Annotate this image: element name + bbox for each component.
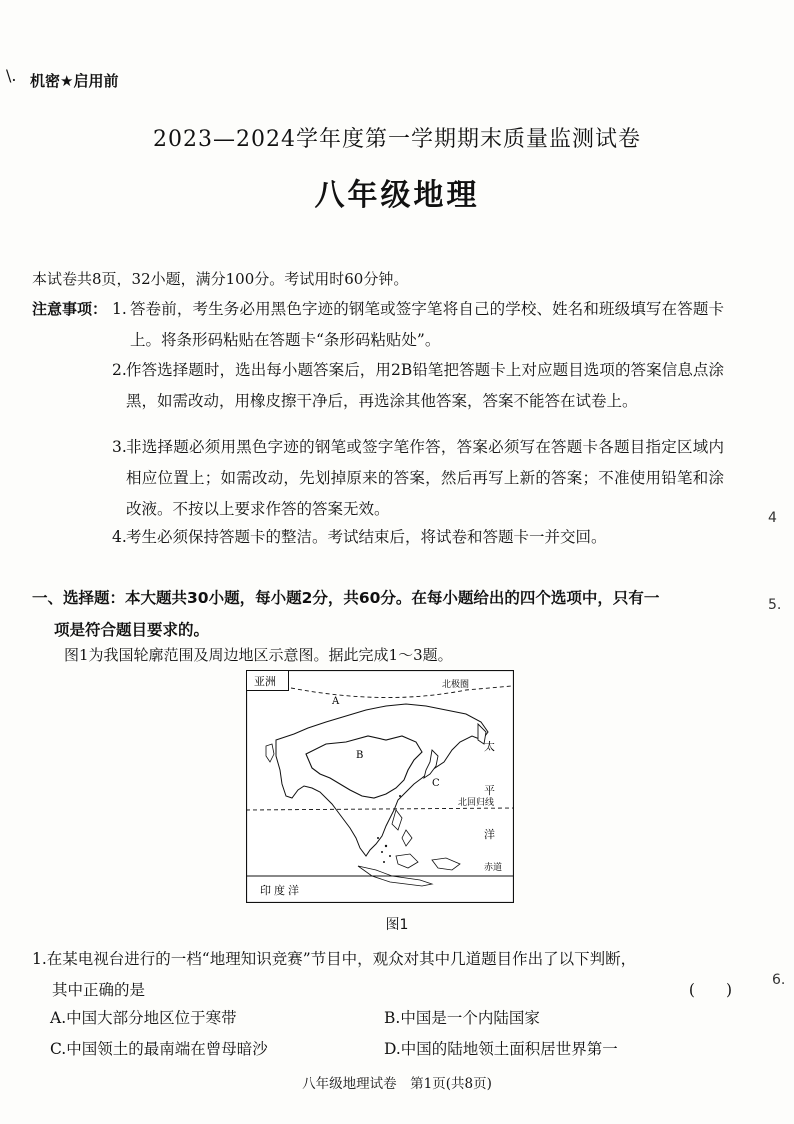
map-title: 亚洲	[254, 675, 276, 688]
question-1	[32, 944, 732, 1006]
page-footer: 八年级地理试卷 第1页(共8页)	[302, 1076, 492, 1092]
pacific-ocean-label-2: 平	[484, 784, 495, 797]
notes-label: 注意事项：	[32, 300, 108, 318]
option-a: A.中国大部分地区位于寒带	[50, 1009, 237, 1027]
question-1-stem-line2	[32, 975, 732, 1006]
confidential-label: 机密★启用前	[30, 72, 119, 90]
question-1-stem-line1: 1.在某电视台进行的一档“地理知识竞赛”节目中，观众对其中几道题目作出了以下判断，	[32, 950, 637, 968]
pacific-ocean-label-1: 太	[484, 740, 495, 753]
note-text: 作答选择题时，选出每小题答案后，用2B铅笔把答题卡上对应题目选项的答案信息点涂黑，如需改动，用橡皮擦干净后，再选涂其他答案，答案不能答在试卷上。	[126, 361, 724, 410]
point-b-label: B	[356, 750, 364, 761]
indian-ocean-label: 印度洋	[260, 884, 302, 897]
pacific-ocean-label-3: 洋	[484, 828, 495, 841]
equator-label: 赤道	[484, 863, 503, 873]
question-1-stem-text: 其中正确的是	[52, 981, 146, 999]
exam-meta: 本试卷共8页，32小题，满分100分。考试用时60分钟。	[32, 270, 409, 288]
note-text: 考生必须保持答题卡的整洁。考试结束后，将试卷和答题卡一并交回。	[126, 528, 607, 546]
margin-mark: 4	[768, 510, 777, 526]
note-text: 非选择题必须用黑色字迹的钢笔或签字笔作答，答案必须写在答题卡各题目指定区域内相应位置上；如需改动，先划掉原来的答案，然后再写上新的答案；不准使用铅笔和涂改液。不按以上要求作答的答案无效。	[126, 438, 724, 518]
answer-parenthesis: ( )	[688, 981, 732, 999]
exam-title: 2023—2024学年度第一学期期末质量监测试卷	[153, 127, 641, 152]
note-number: 2.	[112, 361, 127, 379]
figure-intro: 图1为我国轮廓范围及周边地区示意图。据此完成1～3题。	[64, 646, 453, 664]
margin-mark: 6.	[772, 972, 786, 988]
note-item	[112, 294, 724, 356]
subject-title: 八年级地理	[314, 178, 480, 213]
note-item	[112, 355, 724, 417]
tropic-of-cancer-label: 北回归线	[458, 798, 495, 808]
section-heading-line2: 项是符合题目要求的。	[54, 621, 210, 639]
asia-map-figure	[246, 670, 514, 903]
point-a-label: A	[332, 696, 340, 707]
arctic-circle-label: 北极圈	[442, 680, 470, 690]
note-text: 答卷前，考生务必用黑色字迹的钢笔或签字笔将自己的学校、姓名和班级填写在答题卡上。将条形码粘贴在答题卡“条形码粘贴处”。	[130, 300, 724, 349]
note-number: 4.	[112, 528, 127, 546]
option-b: B.中国是一个内陆国家	[384, 1009, 540, 1027]
scan-mark: \.	[6, 66, 17, 85]
option-d: D.中国的陆地领土面积居世界第一	[384, 1040, 618, 1058]
section-heading-line1: 一、选择题：本大题共30小题，每小题2分，共60分。在每小题给出的四个选项中，只有一	[32, 589, 660, 607]
note-number: 3.	[112, 438, 127, 456]
point-c-label: C	[432, 778, 440, 789]
figure-caption: 图1	[385, 917, 409, 933]
note-number: 1.	[112, 300, 127, 318]
margin-mark: 5.	[768, 597, 782, 613]
note-item	[112, 522, 724, 553]
section-heading	[32, 582, 732, 646]
option-c: C.中国领土的最南端在曾母暗沙	[50, 1040, 268, 1058]
note-item	[112, 432, 724, 525]
